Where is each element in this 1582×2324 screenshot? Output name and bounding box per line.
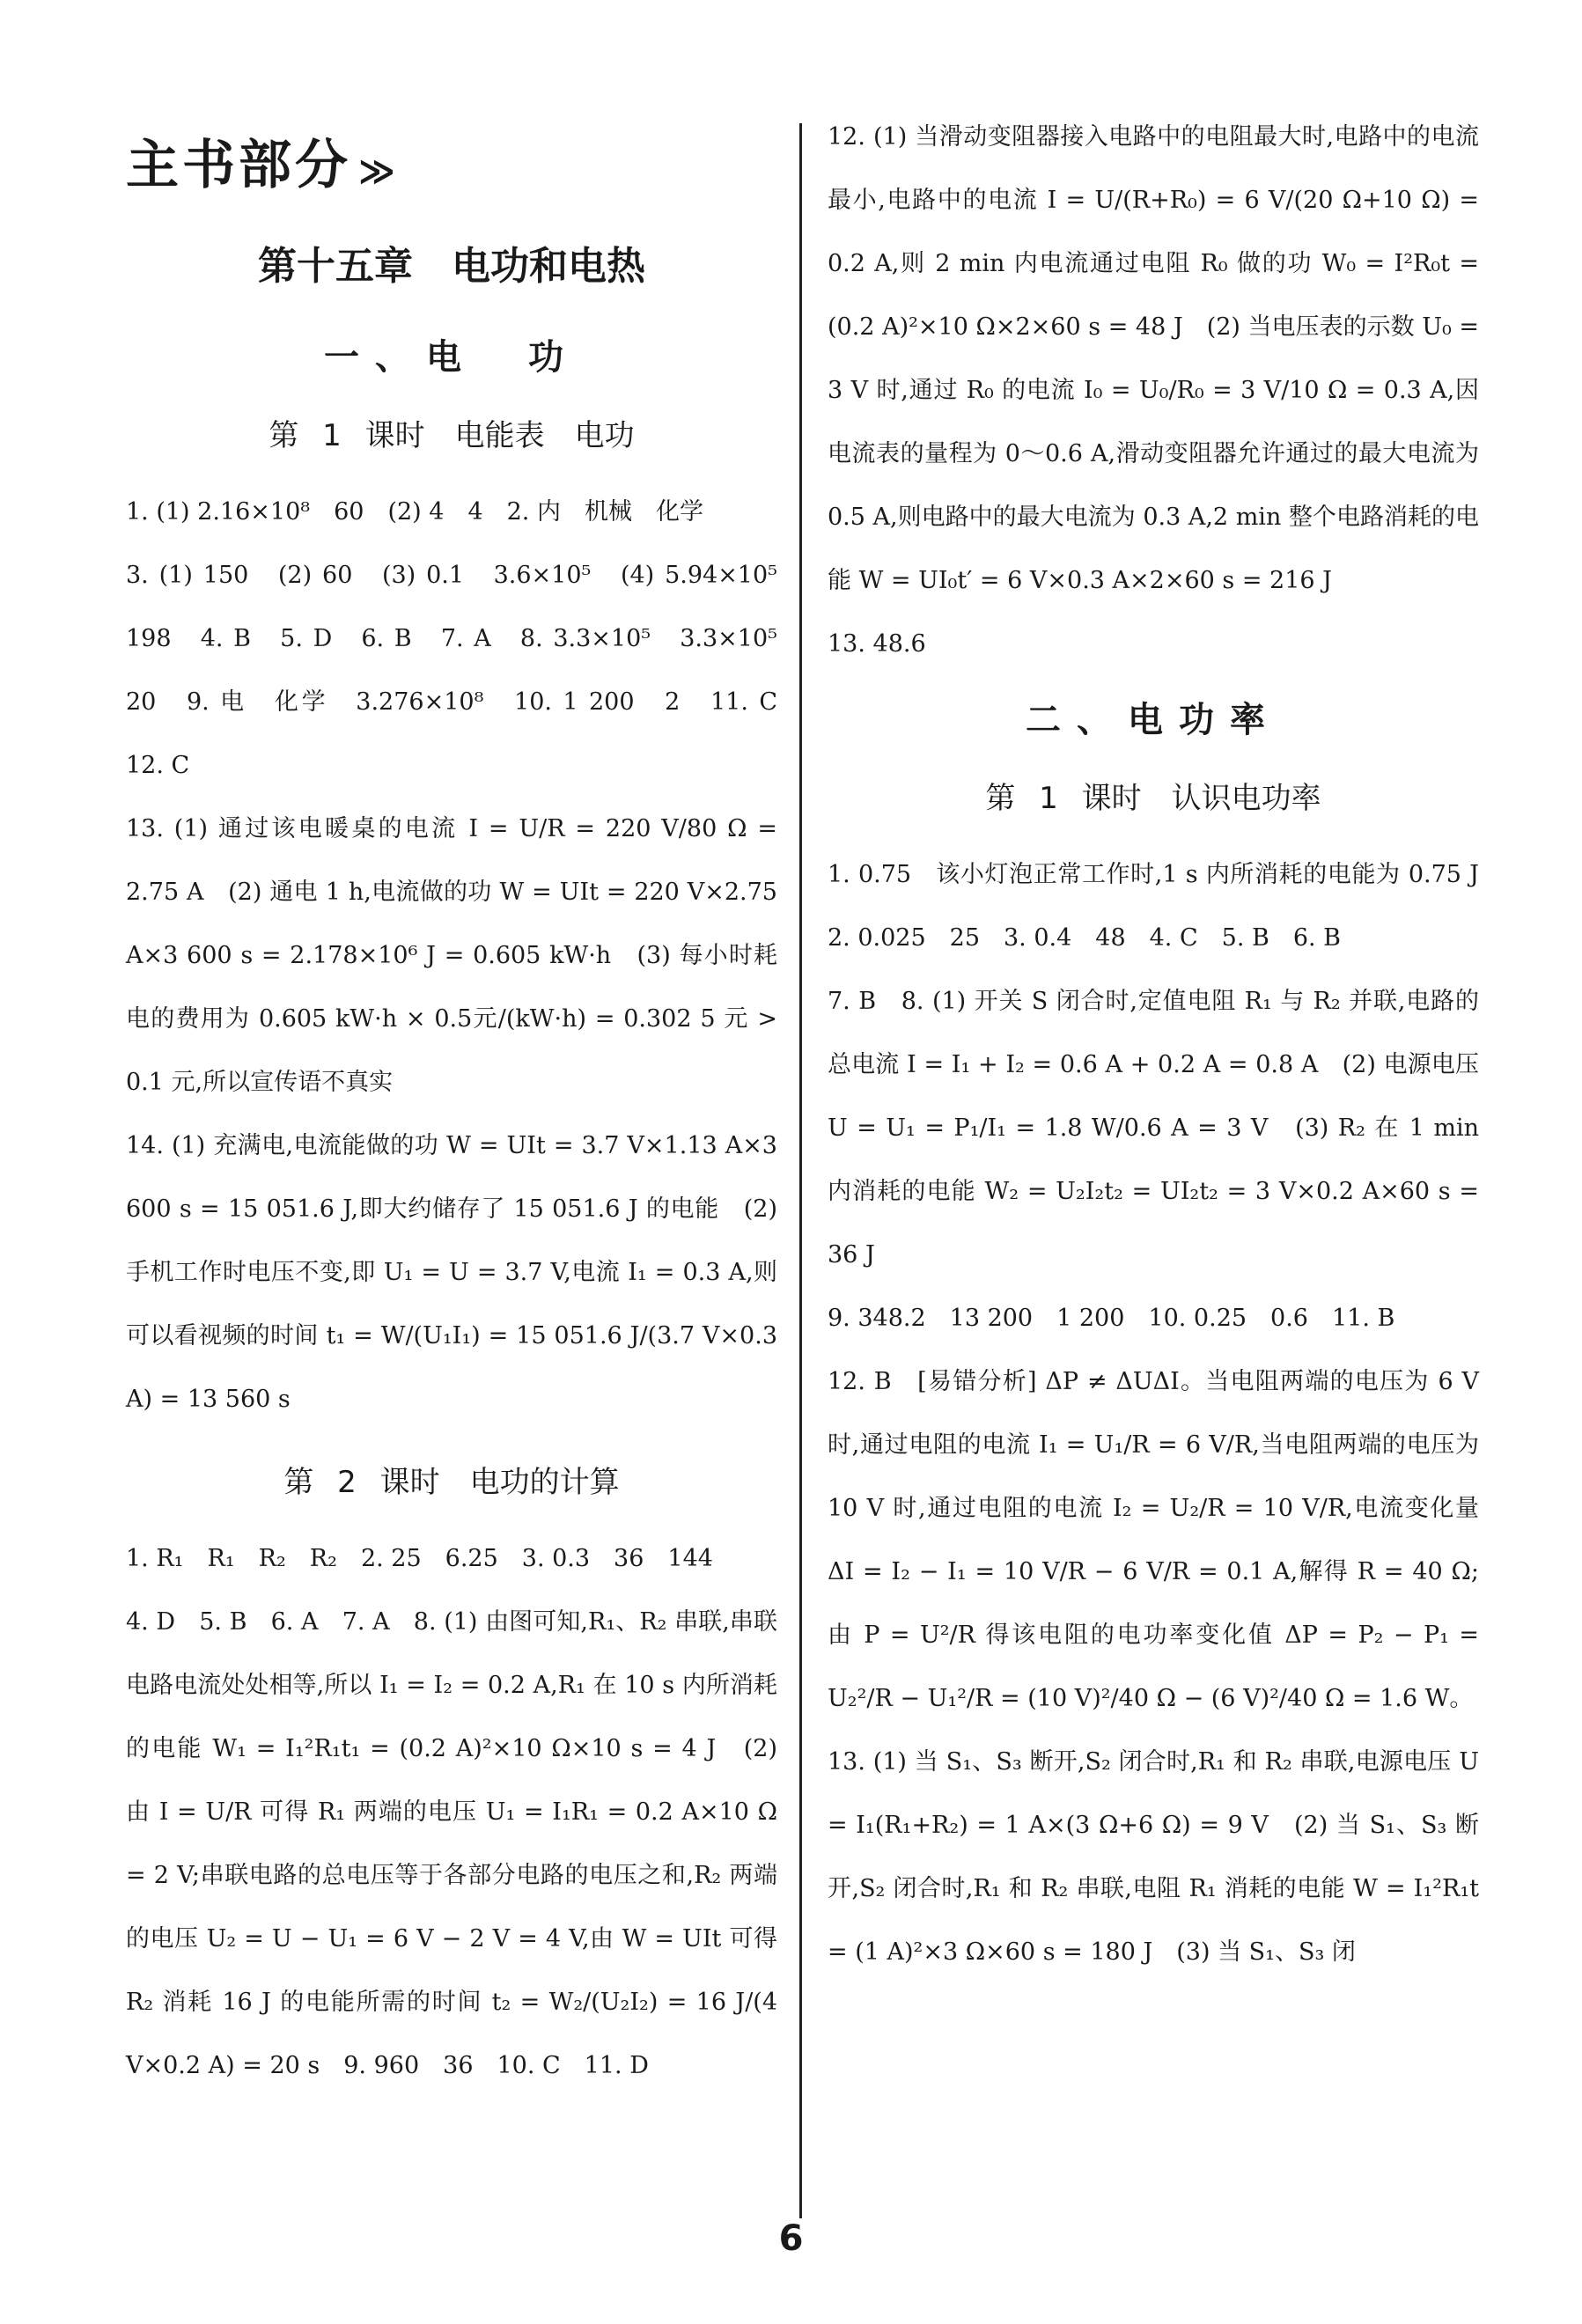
right-column bbox=[828, 106, 1503, 1984]
answer-paragraph: 9. 348.2 13 200 1 200 10. 0.25 0.6 11. B bbox=[828, 1305, 1395, 1332]
lesson-title-2: 第 2 课时 电功的计算 bbox=[283, 1465, 620, 1500]
part-title-text: 主书部分 bbox=[126, 135, 351, 196]
answer-paragraph: 14. (1) 充满电,电流能做的功 W = UIt = 3.7 V×1.13 A×3 600 s = 15 051.6 J,即大约储存了 15 051.6 J 的电能 (2) 手机工作时电压不变,即 U₁ = U = 3.7 V,电流 I₁ = 0.3 A,则可以看视频的时间 t₁ = W/(U₁I₁) = 15 051.6 J/(3.7 V×0.3 A) = 13 560 s bbox=[126, 1132, 777, 1413]
answer-paragraph: 12. B [易错分析] ΔP ≠ ΔUΔI。当电阻两端的电压为 6 V 时,通过电阻的电流 I₁ = U₁/R = 6 V/R,当电阻两端的电压为 10 V 时,通过电阻的电流 I₂ = U₂/R = 10 V/R,电流变化量 ΔI = I₂ − I₁ = 10 V/R − 6 V/R = 0.1 A,解得 R = 40 Ω;由 P = U²/R 得该电阻的电功率变化值 ΔP = P₂ − P₁ = U₂²/R − U₁²/R = (10 V)²/40 Ω − (6 V)²/40 Ω = 1.6 W。 bbox=[828, 1368, 1479, 1712]
answer-paragraph: 13. (1) 通过该电暖桌的电流 I = U/R = 220 V/80 Ω = 2.75 A (2) 通电 1 h,电流做的功 W = UIt = 220 V×2.75 A×3 600 s = 2.178×10⁶ J = 0.605 kW·h (3) 每小时耗电的费用为 0.605 kW·h × 0.5元/(kW·h) = 0.302 5 元 > 0.1 元,所以宣传语不真实 bbox=[126, 815, 777, 1096]
lesson-title-3: 第 1 课时 认识电功率 bbox=[985, 781, 1321, 816]
lesson-title-1: 第 1 课时 电能表 电功 bbox=[269, 418, 635, 453]
answer-paragraph: 3. (1) 150 (2) 60 (3) 0.1 3.6×10⁵ (4) 5.94×10⁵ 198 4. B 5. D 6. B 7. A 8. 3.3×10⁵ 3.3×10⁵ 20 9. 电 化学 3.276×10⁸ 10. 1 200 2 11. C 12. C bbox=[126, 562, 801, 779]
answer-paragraph: 1. 0.75 该小灯泡正常工作时,1 s 内所消耗的电能为 0.75 J 2. 0.025 25 3. 0.4 48 4. C 5. B 6. B bbox=[828, 861, 1503, 952]
column-divider bbox=[799, 123, 802, 2218]
answer-paragraph: 13. 48.6 bbox=[828, 630, 926, 658]
answer-paragraph: 1. (1) 2.16×10⁸ 60 (2) 4 4 2. 内 机械 化学 bbox=[126, 498, 703, 526]
section-title-1: 一、电 功 bbox=[324, 337, 579, 378]
answer-paragraph: 12. (1) 当滑动变阻器接入电路中的电阻最大时,电路中的电流最小,电路中的电流 I = U/(R+R₀) = 6 V/(20 Ω+10 Ω) = 0.2 A,则 2 min 内电流通过电阻 R₀ 做的功 W₀ = I²R₀t = (0.2 A)²×10 Ω×2×60 s = 48 J (2) 当电压表的示数 U₀ = 3 V 时,通过 R₀ 的电流 I₀ = U₀/R₀ = 3 V/10 Ω = 0.3 A,因电流表的量程为 0～0.6 A,滑动变阻器允许通过的最大电流为 0.5 A,则电路中的最大电流为 0.3 A,2 min 整个电路消耗的电能 W = UI₀t′ = 6 V×0.3 A×2×60 s = 216 J bbox=[828, 123, 1479, 594]
answer-paragraph: 7. B 8. (1) 开关 S 闭合时,定值电阻 R₁ 与 R₂ 并联,电路的总电流 I = I₁ + I₂ = 0.6 A + 0.2 A = 0.8 A (2) 电源电压 U = U₁ = P₁/I₁ = 1.8 W/0.6 A = 3 V (3) R₂ 在 1 min 内消耗的电能 W₂ = U₂I₂t₂ = UI₂t₂ = 3 V×0.2 A×60 s = 36 J bbox=[828, 988, 1479, 1269]
chapter-title: 第十五章 电功和电热 bbox=[258, 244, 645, 289]
left-column bbox=[126, 106, 801, 2098]
section-title-2: 二、电功率 bbox=[1026, 700, 1281, 740]
part-title bbox=[126, 123, 777, 199]
answer-paragraph: 13. (1) 当 S₁、S₃ 断开,S₂ 闭合时,R₁ 和 R₂ 串联,电源电压 U = I₁(R₁+R₂) = 1 A×(3 Ω+6 Ω) = 9 V (2) 当 S₁、S₃ 断开,S₂ 闭合时,R₁ 和 R₂ 串联,电阻 R₁ 消耗的电能 W = I₁²R₁t = (1 A)²×3 Ω×60 s = 180 J (3) 当 S₁、S₃ 闭 bbox=[828, 1748, 1479, 1966]
answer-paragraph: 1. R₁ R₁ R₂ R₂ 2. 25 6.25 3. 0.3 36 144 bbox=[126, 1545, 713, 1572]
page-number: 6 bbox=[778, 2218, 804, 2259]
answer-paragraph: 4. D 5. B 6. A 7. A 8. (1) 由图可知,R₁、R₂ 串联,串联电路电流处处相等,所以 I₁ = I₂ = 0.2 A,R₁ 在 10 s 内所消耗的电能 W₁ = I₁²R₁t₁ = (0.2 A)²×10 Ω×10 s = 4 J (2) 由 I = U/R 可得 R₁ 两端的电压 U₁ = I₁R₁ = 0.2 A×10 Ω = 2 V;串联电路的总电压等于各部分电路的电压之和,R₂ 两端的电压 U₂ = U − U₁ = 6 V − 2 V = 4 V,由 W = UIt 可得 R₂ 消耗 16 J 的电能所需的时间 t₂ = W₂/(U₂I₂) = 16 J/(4 V×0.2 A) = 20 s 9. 960 36 10. C 11. D bbox=[126, 1608, 777, 2079]
double-chevron-icon: ≫ bbox=[358, 151, 390, 192]
